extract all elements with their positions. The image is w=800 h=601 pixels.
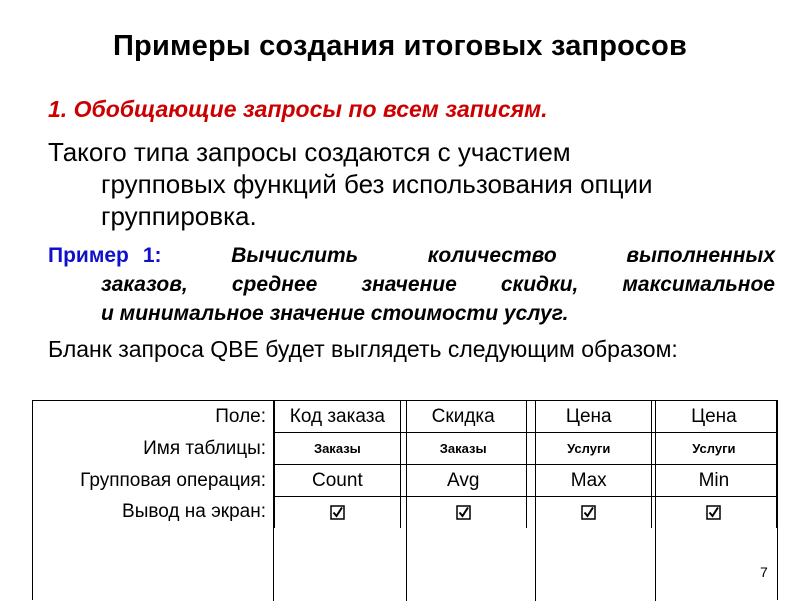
show-checkbox[interactable] (706, 505, 721, 520)
qbe-grid (32, 400, 778, 600)
section-heading: 1. Обобщающие запросы по всем записям. (48, 96, 548, 122)
qbe-table (33, 401, 777, 528)
example-line-2 (101, 270, 775, 299)
row-label-table: Имя таблицы: (33, 433, 275, 465)
example-word: заказов, (101, 273, 188, 296)
checkmark-icon (710, 507, 719, 516)
field-cell[interactable]: Цена (526, 401, 651, 433)
example-line (48, 241, 775, 270)
field-cell[interactable]: Цена (651, 401, 776, 433)
page-number: 7 (760, 564, 768, 580)
column-divider (273, 401, 274, 601)
example-word: максимальное (622, 273, 775, 296)
qbe-row-show (33, 497, 777, 529)
field-cell[interactable]: Код заказа (275, 401, 401, 433)
operation-cell[interactable]: Avg (400, 465, 526, 497)
example-word: среднее (231, 273, 318, 296)
checkmark-icon (459, 507, 468, 516)
example-word: скидки, (500, 273, 579, 296)
qbe-caption: Бланк запроса QBE будет выглядеть следующим образом: (48, 336, 678, 362)
section-paragraph (48, 136, 768, 232)
row-label-show: Вывод на экран: (33, 497, 275, 529)
show-cell (651, 497, 776, 529)
example-block (48, 241, 775, 328)
qbe-row-field (33, 401, 777, 433)
show-cell (400, 497, 526, 529)
example-label-number: 1: (142, 244, 162, 267)
operation-cell[interactable]: Count (275, 465, 401, 497)
show-checkbox[interactable] (456, 505, 471, 520)
row-label-group: Групповая операция: (33, 465, 275, 497)
example-label (48, 241, 162, 270)
table-cell[interactable]: Заказы (400, 433, 526, 465)
row-label-field: Поле: (33, 401, 275, 433)
operation-cell[interactable]: Max (526, 465, 651, 497)
column-divider (535, 401, 536, 601)
qbe-row-group (33, 465, 777, 497)
paragraph-line: групповых функций без использования опции (101, 169, 653, 199)
column-divider (406, 401, 407, 601)
show-checkbox[interactable] (330, 505, 345, 520)
paragraph-line: группировка. (101, 201, 257, 231)
paragraph-line: Такого типа запросы создаются с участием (48, 137, 571, 167)
checkmark-icon (333, 507, 342, 516)
table-cell[interactable]: Услуги (526, 433, 651, 465)
example-word: значение (361, 273, 457, 296)
example-line-3: и минимальное значение стоимости услуг. (101, 302, 569, 325)
show-cell (275, 497, 401, 529)
qbe-row-table (33, 433, 777, 465)
example-word: Вычислить (231, 244, 359, 267)
table-cell[interactable]: Заказы (275, 433, 401, 465)
slide-title: Примеры создания итоговых запросов (113, 30, 687, 62)
show-checkbox[interactable] (581, 505, 596, 520)
example-word: выполненных (626, 244, 775, 267)
operation-cell[interactable]: Min (651, 465, 776, 497)
example-line (48, 270, 775, 299)
example-label-word: Пример (48, 244, 129, 267)
table-cell[interactable]: Услуги (651, 433, 776, 465)
show-cell (526, 497, 651, 529)
field-cell[interactable]: Скидка (400, 401, 526, 433)
example-word: количество (427, 244, 557, 267)
checkmark-icon (585, 507, 594, 516)
column-divider (655, 401, 656, 601)
